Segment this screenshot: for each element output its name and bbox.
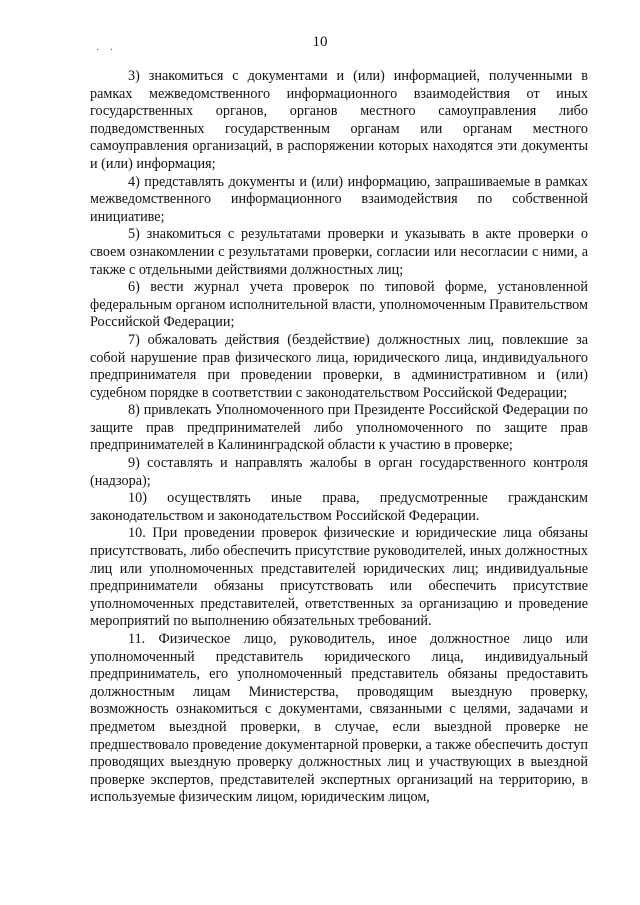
paragraph-item-3: 3) знакомиться с документами и (или) информацией, полученными в рамках межведомственного информационного взаимодействия от иных государственных органов, органов местного самоуправления либо подведомственных государственным органам или органам местного самоуправления организаций, в распоряжении которых находятся эти документы и (или) информация; (90, 68, 588, 172)
page-number: 10 (312, 34, 328, 50)
paragraph-item-4: 4) представлять документы и (или) информацию, запрашиваемые в рамках межведомственного информационного взаимодействия по собственной инициативе; (90, 173, 588, 225)
scan-speck: · · (96, 45, 118, 56)
document-body (90, 68, 588, 807)
paragraph-section-11: 11. Физическое лицо, руководитель, иное должностное лицо или уполномоченный представитель юридического лица, индивидуальный предприниматель, его уполномоченный представитель обязаны предоставить должностным лицам Министерства, проводящим выездную проверку, возможность ознакомиться с документами, связанными с целями, задачами и предметом выездной проверки, в случае, если выездной проверке не предшествовало проведение документарной проверки, а также обеспечить доступ проводящих выездную проверку должностных лиц и участвующих в выездной проверке экспертов, представителей экспертных организаций на территорию, в используемые физическим лицом, юридическим лицом, (90, 631, 588, 806)
paragraph-item-5: 5) знакомиться с результатами проверки и указывать в акте проверки о своем ознакомлении с результатами проверки, согласии или несогласии с ними, а также с отдельными действиями должностных лиц; (90, 226, 588, 278)
paragraph-section-10: 10. При проведении проверок физические и юридические лица обязаны присутствовать, либо обеспечить присутствие руководителей, иных должностных лиц или уполномоченных представителей юридических лиц; индивидуальные предприниматели обязаны присутствовать или обеспечить присутствие уполномоченных представителей, ответственных за организацию и проведение мероприятий по выполнению обязательных требований. (90, 525, 588, 630)
paragraph-item-9: 9) составлять и направлять жалобы в орган государственного контроля (надзора); (90, 455, 588, 489)
paragraph-item-7: 7) обжаловать действия (бездействие) должностных лиц, повлекшие за собой нарушение прав физического лица, юридического лица, индивидуального предпринимателя при проведении проверки, в административном и (или) судебном порядке в соответствии с законодательством Российской Федерации; (90, 331, 588, 401)
paragraph-item-6: 6) вести журнал учета проверок по типовой форме, установленной федеральным органом исполнительной власти, уполномоченным Правительством Российской Федерации; (90, 279, 588, 331)
paragraph-item-10: 10) осуществлять иные права, предусмотренные гражданским законодательством и законодательством Российской Федерации. (90, 490, 588, 524)
paragraph-item-8: 8) привлекать Уполномоченного при Президенте Российской Федерации по защите прав предпринимателей либо уполномоченного по защите прав предпринимателей в Калининградской области к участию в проверке; (90, 402, 588, 454)
